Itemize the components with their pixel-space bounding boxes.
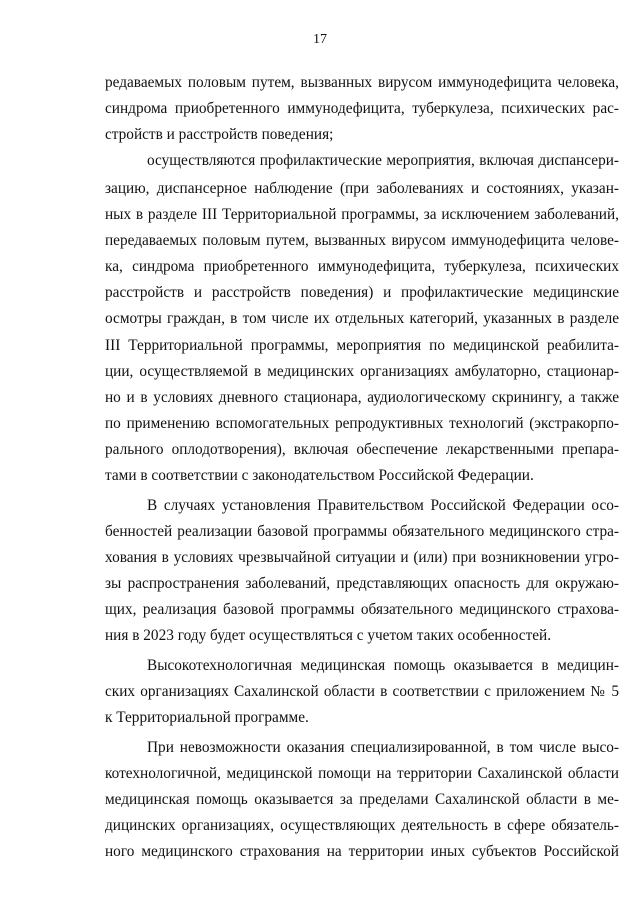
text-line: ции, осуществляемой в медицинских организациях амбулаторно, стационар- [105, 363, 619, 380]
text-line: осмотры граждан, в том числе их отдельных категорий, указанных в разделе [105, 310, 619, 327]
text-line: передаваемых половым путем, вызванных вирусом иммунодефицита челове- [105, 232, 619, 249]
text-line: дицинских организациях, осуществляющих деятельность в сфере обязатель- [105, 817, 619, 834]
text-line: осуществляются профилактические мероприятия, включая диспансери- [147, 152, 619, 169]
text-line: ных в разделе III Территориальной программы, за исключением заболеваний, [105, 206, 619, 223]
text-line: рального оплодотворения), включая обеспечение лекарственными препара- [105, 441, 619, 458]
text-line: бенностей реализации базовой программы обязательного медицинского стра- [105, 523, 619, 540]
text-line: стройств и расстройств поведения; [105, 126, 334, 143]
text-line: тами в соответствии с законодательством Российской Федерации. [105, 467, 534, 484]
text-line: к Территориальной программе. [105, 709, 309, 726]
text-line: ка, синдрома приобретенного иммунодефицита, туберкулеза, психических [105, 258, 619, 275]
text-line: зы распространения заболеваний, представляющих опасность для окружаю- [105, 575, 619, 592]
text-line: но и в условиях дневного стационара, аудиологическому скринингу, а также [105, 389, 619, 406]
text-line: медицинская помощь оказывается за пределами Сахалинской области в ме- [105, 791, 619, 808]
text-line: хования в условиях чрезвычайной ситуации и (или) при возникновении угро- [105, 549, 619, 566]
page-number: 17 [313, 32, 327, 47]
text-line: ния в 2023 году будет осуществляться с учетом таких особенностей. [105, 627, 552, 644]
text-line: редаваемых половым путем, вызванных вирусом иммунодефицита человека, [105, 74, 619, 91]
text-line: Высокотехнологичная медицинская помощь оказывается в медицин- [147, 657, 619, 674]
text-line: зацию, диспансерное наблюдение (при заболеваниях и состояниях, указан- [105, 180, 619, 197]
text-line: щих, реализация базовой программы обязательного медицинского страхова- [105, 601, 619, 618]
text-line: В случаях установления Правительством Российской Федерации осо- [147, 497, 619, 514]
text-line: расстройств и расстройств поведения) и профилактические медицинские [105, 284, 619, 301]
text-line: ских организациях Сахалинской области в соответствии с приложением № 5 [105, 683, 619, 700]
text-line: синдрома приобретенного иммунодефицита, туберкулеза, психических рас- [105, 100, 619, 117]
text-line: по применению вспомогательных репродуктивных технологий (экстракорпо- [105, 415, 619, 432]
text-line: котехнологичной, медицинской помощи на территории Сахалинской области [105, 765, 619, 782]
text-line: При невозможности оказания специализированной, в том числе высо- [147, 739, 619, 756]
text-line: III Территориальной программы, мероприятия по медицинской реабилита- [105, 337, 619, 354]
text-line: ного медицинского страхования на территории иных субъектов Российской [105, 843, 619, 860]
